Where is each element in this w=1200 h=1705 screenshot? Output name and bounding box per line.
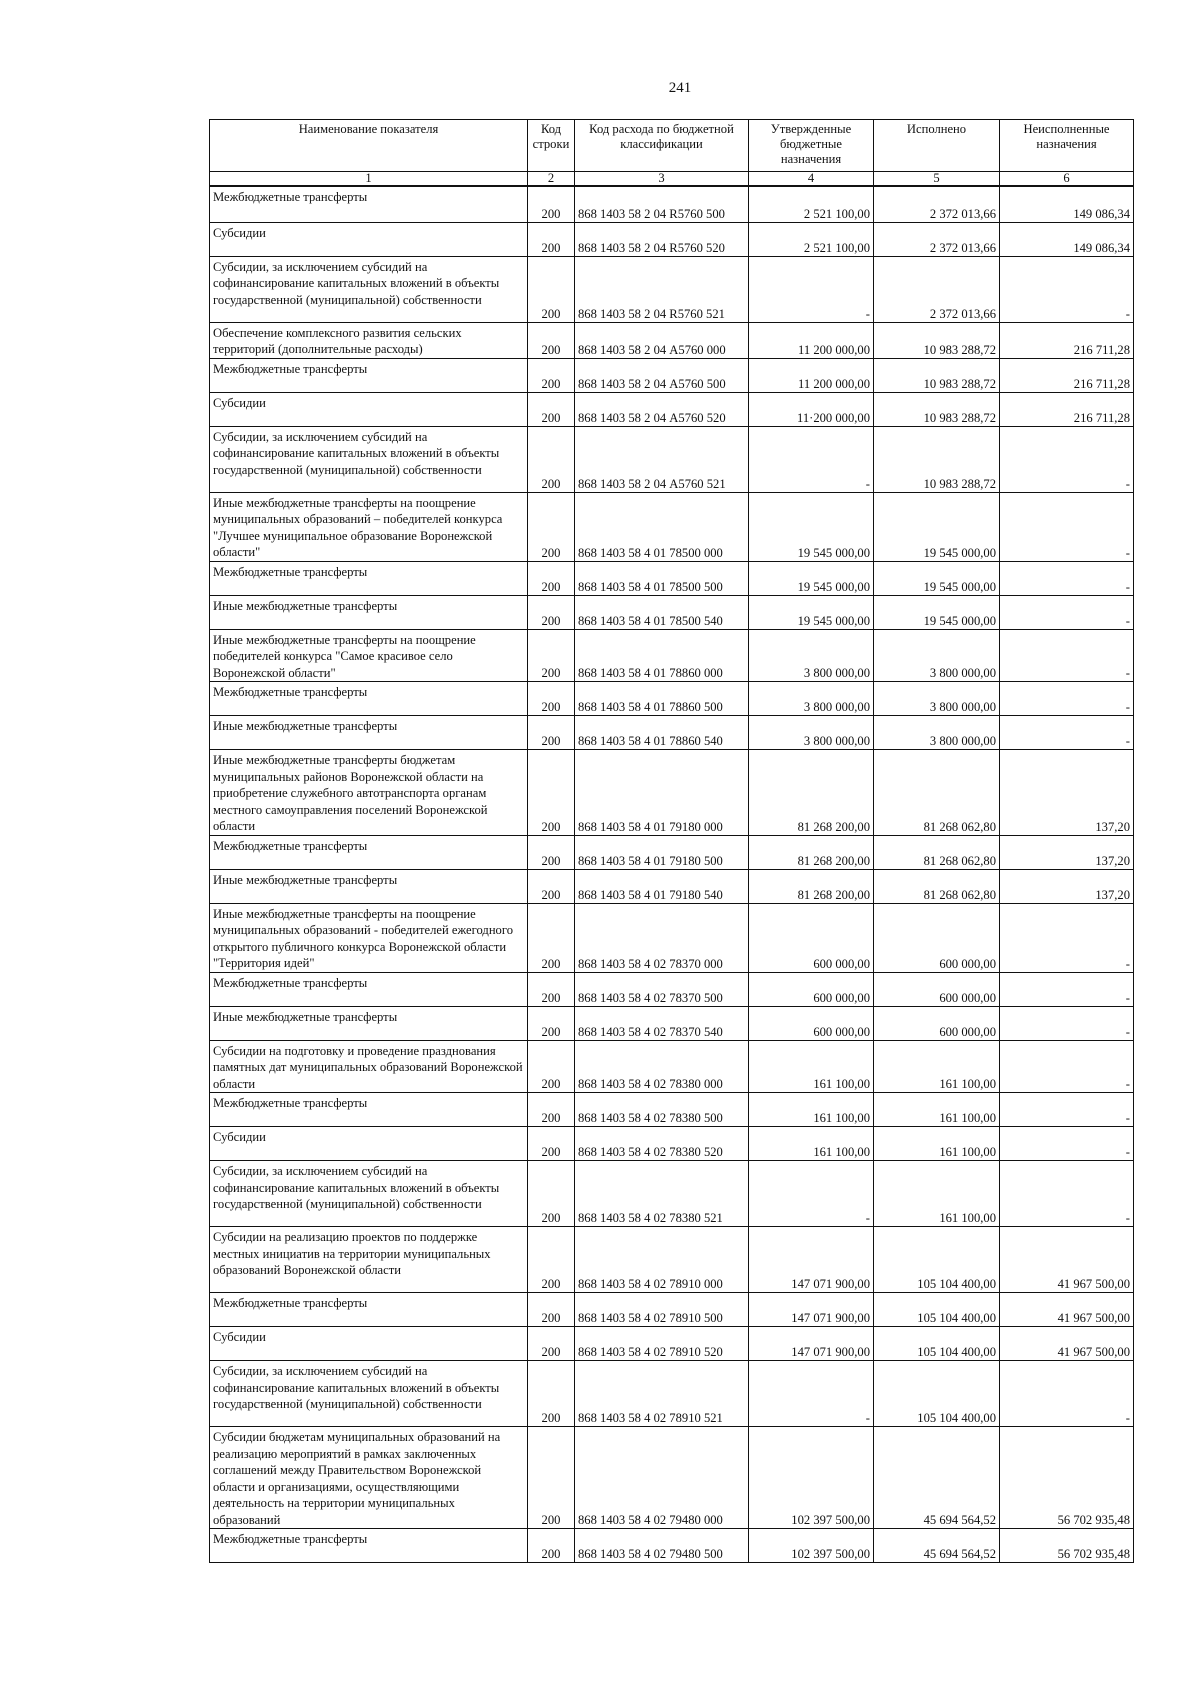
column-number: 4 xyxy=(749,172,874,187)
unexecuted-cell: - xyxy=(1000,595,1134,629)
approved-cell: - xyxy=(749,1361,874,1427)
table-row xyxy=(210,835,1134,869)
budget-code-cell: 868 1403 58 4 01 79180 500 xyxy=(575,835,749,869)
line-code-cell: 200 xyxy=(528,1293,575,1327)
indicator-name-cell: Иные межбюджетные трансферты xyxy=(210,595,528,629)
approved-cell: 2 521 100,00 xyxy=(749,222,874,256)
table-row xyxy=(210,1006,1134,1040)
unexecuted-cell: 56 702 935,48 xyxy=(1000,1427,1134,1529)
line-code-cell: 200 xyxy=(528,256,575,322)
table-row xyxy=(210,392,1134,426)
line-code-cell: 200 xyxy=(528,1093,575,1127)
executed-cell: 10 983 288,72 xyxy=(874,392,1000,426)
table-row xyxy=(210,1093,1134,1127)
budget-code-cell: 868 1403 58 4 01 78500 500 xyxy=(575,561,749,595)
unexecuted-cell: 137,20 xyxy=(1000,835,1134,869)
indicator-name-cell: Субсидии xyxy=(210,392,528,426)
unexecuted-cell: 41 967 500,00 xyxy=(1000,1293,1134,1327)
budget-code-cell: 868 1403 58 4 01 78500 540 xyxy=(575,595,749,629)
indicator-name-cell: Межбюджетные трансферты xyxy=(210,186,528,222)
line-code-cell: 200 xyxy=(528,1127,575,1161)
line-code-cell: 200 xyxy=(528,1040,575,1093)
executed-cell: 2 372 013,66 xyxy=(874,186,1000,222)
unexecuted-cell: - xyxy=(1000,256,1134,322)
approved-cell: 3 800 000,00 xyxy=(749,629,874,682)
table-header-row xyxy=(210,120,1134,172)
line-code-cell: 200 xyxy=(528,1227,575,1293)
line-code-cell: 200 xyxy=(528,629,575,682)
unexecuted-cell: - xyxy=(1000,1161,1134,1227)
budget-code-cell: 868 1403 58 4 02 78380 521 xyxy=(575,1161,749,1227)
executed-cell: 600 000,00 xyxy=(874,903,1000,972)
executed-cell: 3 800 000,00 xyxy=(874,682,1000,716)
approved-cell: 102 397 500,00 xyxy=(749,1529,874,1563)
unexecuted-cell: 56 702 935,48 xyxy=(1000,1529,1134,1563)
indicator-name-cell: Субсидии, за исключением субсидий на софинансирование капитальных вложений в объекты государственной (муниципальной) собственности xyxy=(210,426,528,492)
indicator-name-cell: Иные межбюджетные трансферты на поощрение победителей конкурса "Самое красивое село Воронежской области" xyxy=(210,629,528,682)
unexecuted-cell: - xyxy=(1000,1093,1134,1127)
executed-cell: 81 268 062,80 xyxy=(874,869,1000,903)
line-code-cell: 200 xyxy=(528,392,575,426)
line-code-cell: 200 xyxy=(528,186,575,222)
unexecuted-cell: - xyxy=(1000,1361,1134,1427)
budget-code-cell: 868 1403 58 2 04 R5760 500 xyxy=(575,186,749,222)
line-code-cell: 200 xyxy=(528,682,575,716)
executed-cell: 19 545 000,00 xyxy=(874,492,1000,561)
table-row xyxy=(210,682,1134,716)
approved-cell: 102 397 500,00 xyxy=(749,1427,874,1529)
table-row xyxy=(210,1040,1134,1093)
executed-cell: 3 800 000,00 xyxy=(874,629,1000,682)
line-code-cell: 200 xyxy=(528,835,575,869)
unexecuted-cell: 216 711,28 xyxy=(1000,358,1134,392)
unexecuted-cell: 149 086,34 xyxy=(1000,222,1134,256)
header-unexecuted: Неисполненные назначения xyxy=(1000,120,1134,172)
budget-code-cell: 868 1403 58 4 01 78860 540 xyxy=(575,716,749,750)
budget-code-cell: 868 1403 58 2 04 R5760 520 xyxy=(575,222,749,256)
indicator-name-cell: Субсидии на подготовку и проведение празднования памятных дат муниципальных образований Воронежской области xyxy=(210,1040,528,1093)
unexecuted-cell: 149 086,34 xyxy=(1000,186,1134,222)
approved-cell: 161 100,00 xyxy=(749,1127,874,1161)
indicator-name-cell: Субсидии бюджетам муниципальных образований на реализацию мероприятий в рамках заключенных соглашений между Правительством Воронежской области и организациями, осуществляющими деятельность на территории муниципальных образований xyxy=(210,1427,528,1529)
executed-cell: 19 545 000,00 xyxy=(874,561,1000,595)
budget-code-cell: 868 1403 58 4 01 79180 000 xyxy=(575,750,749,836)
executed-cell: 81 268 062,80 xyxy=(874,750,1000,836)
line-code-cell: 200 xyxy=(528,561,575,595)
unexecuted-cell: - xyxy=(1000,972,1134,1006)
approved-cell: 600 000,00 xyxy=(749,903,874,972)
unexecuted-cell: - xyxy=(1000,903,1134,972)
budget-code-cell: 868 1403 58 2 04 А5760 520 xyxy=(575,392,749,426)
executed-cell: 45 694 564,52 xyxy=(874,1427,1000,1529)
line-code-cell: 200 xyxy=(528,716,575,750)
table-row xyxy=(210,561,1134,595)
unexecuted-cell: - xyxy=(1000,682,1134,716)
executed-cell: 19 545 000,00 xyxy=(874,595,1000,629)
executed-cell: 10 983 288,72 xyxy=(874,322,1000,358)
table-row xyxy=(210,1127,1134,1161)
approved-cell: - xyxy=(749,426,874,492)
approved-cell: 19 545 000,00 xyxy=(749,492,874,561)
budget-code-cell: 868 1403 58 4 02 78380 520 xyxy=(575,1127,749,1161)
indicator-name-cell: Иные межбюджетные трансферты xyxy=(210,1006,528,1040)
unexecuted-cell: 216 711,28 xyxy=(1000,392,1134,426)
executed-cell: 45 694 564,52 xyxy=(874,1529,1000,1563)
unexecuted-cell: 137,20 xyxy=(1000,750,1134,836)
approved-cell: 3 800 000,00 xyxy=(749,716,874,750)
table-row xyxy=(210,492,1134,561)
indicator-name-cell: Обеспечение комплексного развития сельских территорий (дополнительные расходы) xyxy=(210,322,528,358)
executed-cell: 3 800 000,00 xyxy=(874,716,1000,750)
line-code-cell: 200 xyxy=(528,869,575,903)
table-row xyxy=(210,426,1134,492)
budget-code-cell: 868 1403 58 4 02 78380 500 xyxy=(575,1093,749,1127)
line-code-cell: 200 xyxy=(528,426,575,492)
column-number: 3 xyxy=(575,172,749,187)
budget-code-cell: 868 1403 58 4 02 78380 000 xyxy=(575,1040,749,1093)
column-numbers-row xyxy=(210,172,1134,187)
budget-code-cell: 868 1403 58 4 02 78910 521 xyxy=(575,1361,749,1427)
table-row xyxy=(210,322,1134,358)
table-row xyxy=(210,595,1134,629)
unexecuted-cell: 41 967 500,00 xyxy=(1000,1327,1134,1361)
executed-cell: 161 100,00 xyxy=(874,1127,1000,1161)
header-indicator-name: Наименование показателя xyxy=(210,120,528,172)
indicator-name-cell: Субсидии xyxy=(210,1327,528,1361)
approved-cell: 11·200 000,00 xyxy=(749,392,874,426)
table-row xyxy=(210,186,1134,222)
budget-code-cell: 868 1403 58 2 04 R5760 521 xyxy=(575,256,749,322)
line-code-cell: 200 xyxy=(528,1361,575,1427)
unexecuted-cell: 41 967 500,00 xyxy=(1000,1227,1134,1293)
header-budget-code: Код расхода по бюджетной классификации xyxy=(575,120,749,172)
executed-cell: 10 983 288,72 xyxy=(874,358,1000,392)
table-row xyxy=(210,750,1134,836)
unexecuted-cell: - xyxy=(1000,1127,1134,1161)
approved-cell: 81 268 200,00 xyxy=(749,869,874,903)
line-code-cell: 200 xyxy=(528,222,575,256)
column-number: 6 xyxy=(1000,172,1134,187)
budget-code-cell: 868 1403 58 4 01 78860 000 xyxy=(575,629,749,682)
line-code-cell: 200 xyxy=(528,595,575,629)
table-row xyxy=(210,869,1134,903)
executed-cell: 2 372 013,66 xyxy=(874,256,1000,322)
line-code-cell: 200 xyxy=(528,1427,575,1529)
executed-cell: 81 268 062,80 xyxy=(874,835,1000,869)
budget-code-cell: 868 1403 58 2 04 А5760 000 xyxy=(575,322,749,358)
indicator-name-cell: Субсидии на реализацию проектов по поддержке местных инициатив на территории муниципальных образований Воронежской области xyxy=(210,1227,528,1293)
approved-cell: 11 200 000,00 xyxy=(749,358,874,392)
executed-cell: 161 100,00 xyxy=(874,1093,1000,1127)
line-code-cell: 200 xyxy=(528,322,575,358)
line-code-cell: 200 xyxy=(528,1529,575,1563)
unexecuted-cell: - xyxy=(1000,1006,1134,1040)
approved-cell: 600 000,00 xyxy=(749,1006,874,1040)
approved-cell: - xyxy=(749,256,874,322)
approved-cell: 2 521 100,00 xyxy=(749,186,874,222)
indicator-name-cell: Межбюджетные трансферты xyxy=(210,835,528,869)
line-code-cell: 200 xyxy=(528,358,575,392)
table-row xyxy=(210,1227,1134,1293)
line-code-cell: 200 xyxy=(528,972,575,1006)
line-code-cell: 200 xyxy=(528,492,575,561)
budget-code-cell: 868 1403 58 2 04 А5760 521 xyxy=(575,426,749,492)
executed-cell: 105 104 400,00 xyxy=(874,1361,1000,1427)
line-code-cell: 200 xyxy=(528,1006,575,1040)
unexecuted-cell: - xyxy=(1000,426,1134,492)
executed-cell: 105 104 400,00 xyxy=(874,1227,1000,1293)
approved-cell: - xyxy=(749,1161,874,1227)
executed-cell: 600 000,00 xyxy=(874,972,1000,1006)
header-approved: Утвержденные бюджетные назначения xyxy=(749,120,874,172)
line-code-cell: 200 xyxy=(528,903,575,972)
page-number: 241 xyxy=(668,80,692,96)
column-number: 1 xyxy=(210,172,528,187)
executed-cell: 161 100,00 xyxy=(874,1040,1000,1093)
approved-cell: 81 268 200,00 xyxy=(749,750,874,836)
indicator-name-cell: Межбюджетные трансферты xyxy=(210,1529,528,1563)
executed-cell: 161 100,00 xyxy=(874,1161,1000,1227)
unexecuted-cell: - xyxy=(1000,561,1134,595)
table-row xyxy=(210,903,1134,972)
approved-cell: 147 071 900,00 xyxy=(749,1327,874,1361)
indicator-name-cell: Иные межбюджетные трансферты бюджетам муниципальных районов Воронежской области на приобретение служебного автотранспорта органам местного самоуправления поселений Воронежской области xyxy=(210,750,528,836)
indicator-name-cell: Межбюджетные трансферты xyxy=(210,682,528,716)
line-code-cell: 200 xyxy=(528,750,575,836)
approved-cell: 600 000,00 xyxy=(749,972,874,1006)
executed-cell: 600 000,00 xyxy=(874,1006,1000,1040)
budget-code-cell: 868 1403 58 4 01 79180 540 xyxy=(575,869,749,903)
executed-cell: 105 104 400,00 xyxy=(874,1293,1000,1327)
line-code-cell: 200 xyxy=(528,1161,575,1227)
table-row xyxy=(210,629,1134,682)
approved-cell: 19 545 000,00 xyxy=(749,561,874,595)
unexecuted-cell: - xyxy=(1000,716,1134,750)
budget-code-cell: 868 1403 58 4 02 79480 000 xyxy=(575,1427,749,1529)
unexecuted-cell: 216 711,28 xyxy=(1000,322,1134,358)
table-row xyxy=(210,1427,1134,1529)
indicator-name-cell: Межбюджетные трансферты xyxy=(210,1093,528,1127)
indicator-name-cell: Межбюджетные трансферты xyxy=(210,1293,528,1327)
table-row xyxy=(210,1327,1134,1361)
budget-code-cell: 868 1403 58 4 02 78370 540 xyxy=(575,1006,749,1040)
header-executed: Исполнено xyxy=(874,120,1000,172)
approved-cell: 19 545 000,00 xyxy=(749,595,874,629)
header-line-code: Код строки xyxy=(528,120,575,172)
table-row xyxy=(210,1161,1134,1227)
approved-cell: 3 800 000,00 xyxy=(749,682,874,716)
table-row xyxy=(210,716,1134,750)
indicator-name-cell: Иные межбюджетные трансферты xyxy=(210,716,528,750)
budget-code-cell: 868 1403 58 4 02 78910 520 xyxy=(575,1327,749,1361)
table-row xyxy=(210,1361,1134,1427)
unexecuted-cell: - xyxy=(1000,492,1134,561)
approved-cell: 147 071 900,00 xyxy=(749,1293,874,1327)
indicator-name-cell: Субсидии xyxy=(210,222,528,256)
budget-code-cell: 868 1403 58 4 01 78500 000 xyxy=(575,492,749,561)
unexecuted-cell: 137,20 xyxy=(1000,869,1134,903)
approved-cell: 11 200 000,00 xyxy=(749,322,874,358)
budget-code-cell: 868 1403 58 4 02 78370 500 xyxy=(575,972,749,1006)
executed-cell: 2 372 013,66 xyxy=(874,222,1000,256)
approved-cell: 81 268 200,00 xyxy=(749,835,874,869)
table-row xyxy=(210,1293,1134,1327)
approved-cell: 161 100,00 xyxy=(749,1040,874,1093)
budget-code-cell: 868 1403 58 4 02 79480 500 xyxy=(575,1529,749,1563)
table-row xyxy=(210,256,1134,322)
table-body xyxy=(210,186,1134,1563)
budget-code-cell: 868 1403 58 4 02 78910 000 xyxy=(575,1227,749,1293)
indicator-name-cell: Межбюджетные трансферты xyxy=(210,358,528,392)
indicator-name-cell: Межбюджетные трансферты xyxy=(210,561,528,595)
indicator-name-cell: Межбюджетные трансферты xyxy=(210,972,528,1006)
indicator-name-cell: Субсидии, за исключением субсидий на софинансирование капитальных вложений в объекты государственной (муниципальной) собственности xyxy=(210,1161,528,1227)
indicator-name-cell: Иные межбюджетные трансферты на поощрение муниципальных образований – победителей конкурса "Лучшее муниципальное образование Воронежской области" xyxy=(210,492,528,561)
budget-code-cell: 868 1403 58 4 01 78860 500 xyxy=(575,682,749,716)
indicator-name-cell: Иные межбюджетные трансферты на поощрение муниципальных образований - победителей ежегодного открытого публичного конкурса Воронежской области "Территория идей" xyxy=(210,903,528,972)
table-row xyxy=(210,222,1134,256)
table-row xyxy=(210,358,1134,392)
indicator-name-cell: Иные межбюджетные трансферты xyxy=(210,869,528,903)
unexecuted-cell: - xyxy=(1000,629,1134,682)
budget-code-cell: 868 1403 58 4 02 78910 500 xyxy=(575,1293,749,1327)
approved-cell: 147 071 900,00 xyxy=(749,1227,874,1293)
approved-cell: 161 100,00 xyxy=(749,1093,874,1127)
executed-cell: 105 104 400,00 xyxy=(874,1327,1000,1361)
indicator-name-cell: Субсидии, за исключением субсидий на софинансирование капитальных вложений в объекты государственной (муниципальной) собственности xyxy=(210,1361,528,1427)
column-number: 2 xyxy=(528,172,575,187)
indicator-name-cell: Субсидии xyxy=(210,1127,528,1161)
unexecuted-cell: - xyxy=(1000,1040,1134,1093)
executed-cell: 10 983 288,72 xyxy=(874,426,1000,492)
indicator-name-cell: Субсидии, за исключением субсидий на софинансирование капитальных вложений в объекты государственной (муниципальной) собственности xyxy=(210,256,528,322)
budget-execution-table xyxy=(209,119,1134,1563)
budget-code-cell: 868 1403 58 4 02 78370 000 xyxy=(575,903,749,972)
table-row xyxy=(210,1529,1134,1563)
column-number: 5 xyxy=(874,172,1000,187)
line-code-cell: 200 xyxy=(528,1327,575,1361)
table-row xyxy=(210,972,1134,1006)
budget-code-cell: 868 1403 58 2 04 А5760 500 xyxy=(575,358,749,392)
